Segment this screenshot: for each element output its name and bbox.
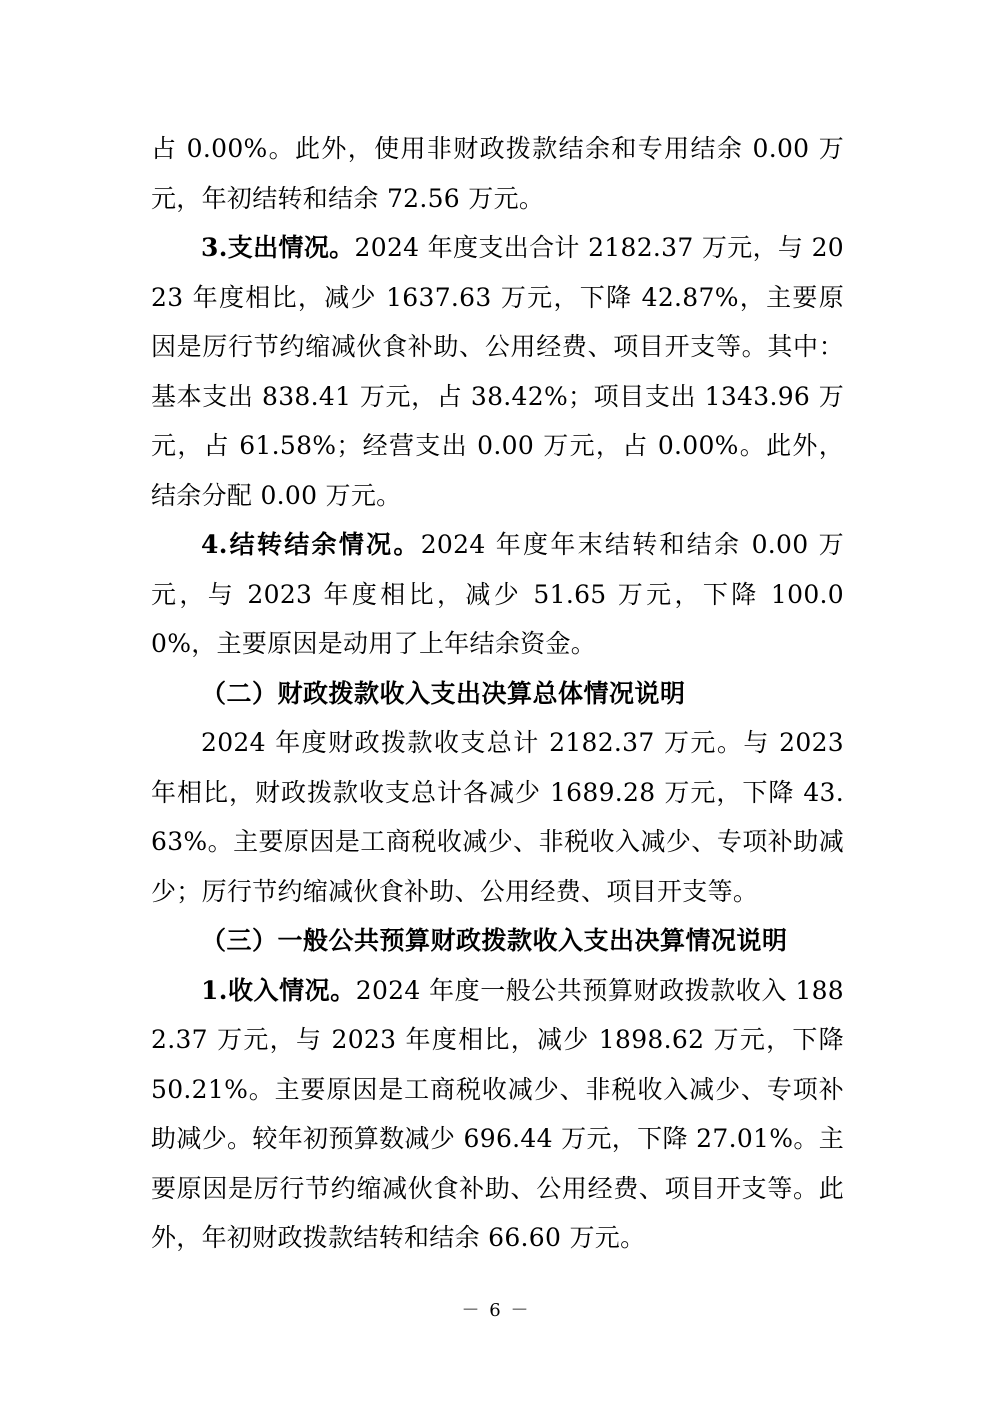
expenditure-text: 2024 年度支出合计 2182.37 万元，与 2023 年度相比，减少 1637.63 万元，下降 42.87%，主要原因是厉行节约缩减伙食补助、公用经费、项目开支等。其中：基本支出 838.41 万元，占 38.42%；项目支出 1343.96 万元，占 61.58%；经营支出 0.00 万元，占 0.00%。此外，结余分配 0.00 万元。 (151, 233, 844, 510)
carryover-label: 4.结转结余情况。 (201, 530, 421, 559)
paragraph-expenditure (151, 223, 844, 520)
page-content (151, 124, 844, 1263)
page-number: － 6 － (461, 1300, 531, 1321)
section-heading-general-budget: （三）一般公共预算财政拨款收入支出决算情况说明 (201, 926, 788, 955)
expenditure-label: 3.支出情况。 (201, 233, 355, 262)
section-heading-fiscal-overall: （二）财政拨款收入支出决算总体情况说明 (201, 678, 686, 708)
paragraph-carryover (151, 520, 844, 669)
paragraph-income-continued: 占 0.00%。此外，使用非财政拨款结余和专用结余 0.00 万元，年初结转和结余 72.56 万元。 (151, 134, 844, 213)
carryover-text: 2024 年度年末结转和结余 0.00 万元，与 2023 年度相比，减少 51.65 万元，下降 100.00%，主要原因是动用了上年结余资金。 (151, 530, 844, 658)
income-text: 2024 年度一般公共预算财政拨款收入 1882.37 万元，与 2023 年度相比，减少 1898.62 万元，下降 50.21%。主要原因是工商税收减少、非税收入减少、专项补助减少。较年初预算数减少 696.44 万元，下降 27.01%。主要原因是厉行节约缩减伙食补助、公用经费、项目开支等。此外，年初财政拨款结转和结余 66.60 万元。 (151, 975, 844, 1252)
paragraph-fiscal-overall: 2024 年度财政拨款收支总计 2182.37 万元。与 2023 年相比，财政拨款收支总计各减少 1689.28 万元，下降 43.63%。主要原因是工商税收减少、非税收入减少、专项补助减少；厉行节约缩减伙食补助、公用经费、项目开支等。 (151, 728, 844, 906)
income-label: 1.收入情况。 (201, 975, 356, 1005)
paragraph-general-budget-income (151, 966, 844, 1263)
